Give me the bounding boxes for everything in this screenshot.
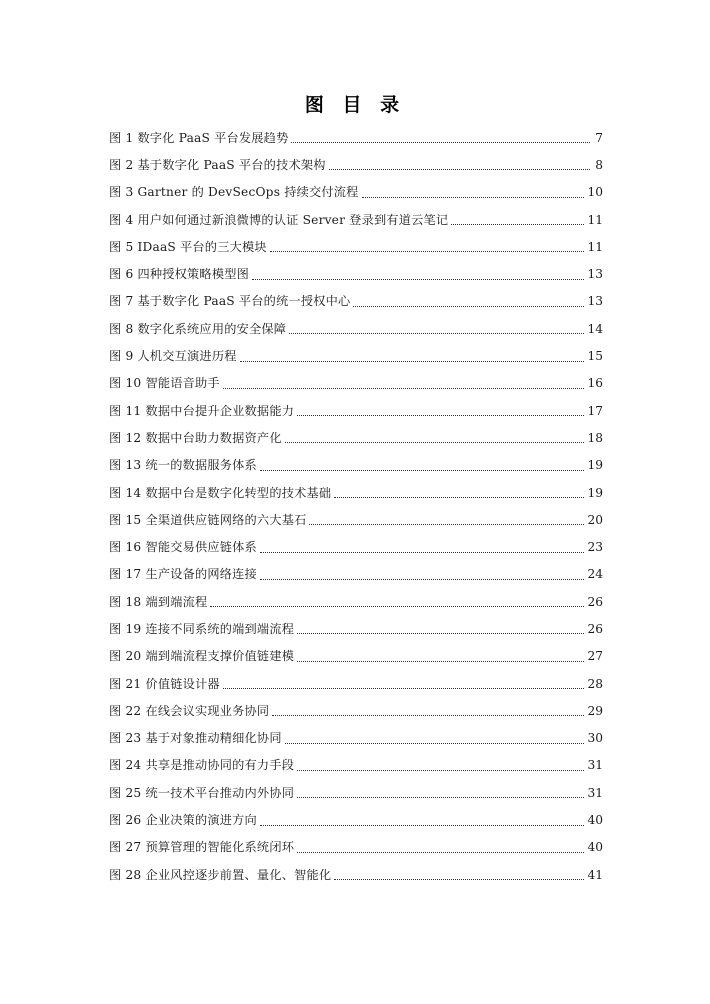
toc-entry[interactable]: [109, 179, 603, 206]
toc-entry-label: 图 25 统一技术平台推动内外协同: [109, 785, 295, 800]
toc-entry-label: 图 3 Gartner 的 DevSecOps 持续交付流程: [109, 185, 359, 200]
dot-leader: [289, 332, 584, 334]
toc-entry-page: 31: [587, 758, 603, 773]
toc-entry-label: 图 6 四种授权策略模型图: [109, 267, 249, 282]
toc-entry-page: 17: [587, 403, 603, 418]
dot-leader: [362, 196, 585, 198]
dot-leader: [260, 824, 585, 826]
toc-entry-label: 图 14 数据中台是数字化转型的技术基础: [109, 485, 332, 500]
dot-leader: [334, 878, 584, 880]
toc-entry-page: 31: [587, 785, 603, 800]
toc-entry[interactable]: [109, 725, 603, 752]
toc-entry-page: 14: [587, 321, 603, 336]
dot-leader: [297, 769, 584, 771]
page-title: 图 目 录: [304, 94, 406, 116]
toc-entry-label: 图 18 端到端流程: [109, 594, 208, 609]
toc-entry-label: 图 12 数据中台助力数据资产化: [109, 430, 282, 445]
toc-entry-page: 16: [587, 376, 603, 391]
toc-entry-page: 7: [595, 130, 603, 145]
toc-entry[interactable]: [109, 342, 603, 369]
toc-entry-label: 图 24 共享是推动协同的有力手段: [109, 758, 295, 773]
toc-entry[interactable]: [109, 370, 603, 397]
dot-leader: [297, 796, 584, 798]
toc-entry[interactable]: [109, 697, 603, 724]
toc-entry-label: 图 7 基于数字化 PaaS 平台的统一授权中心: [109, 294, 351, 309]
dot-leader: [285, 742, 585, 744]
toc-entry-label: 图 15 全渠道供应链网络的六大基石: [109, 512, 307, 527]
dot-leader: [240, 360, 585, 362]
toc-entry[interactable]: [109, 588, 603, 615]
toc-entry[interactable]: [109, 260, 603, 287]
toc-entry[interactable]: [109, 533, 603, 560]
toc-entry-page: 19: [587, 485, 603, 500]
toc-entry[interactable]: [109, 670, 603, 697]
dot-leader: [223, 687, 585, 689]
dot-leader: [270, 250, 585, 252]
toc-entry-page: 30: [587, 731, 603, 746]
toc-entry[interactable]: [109, 206, 603, 233]
toc-entry[interactable]: [109, 861, 603, 888]
toc-entry[interactable]: [109, 315, 603, 342]
toc-entry[interactable]: [109, 151, 603, 178]
toc-entry-page: 28: [587, 676, 603, 691]
dot-leader: [297, 414, 584, 416]
dot-leader: [334, 496, 584, 498]
toc-entry-page: 11: [587, 212, 603, 227]
toc-entry-label: 图 26 企业决策的演进方向: [109, 813, 257, 828]
toc-entry-label: 图 27 预算管理的智能化系统闭环: [109, 840, 295, 855]
dot-leader: [210, 605, 584, 607]
figure-list: [109, 124, 603, 888]
toc-entry[interactable]: [109, 561, 603, 588]
toc-entry-page: 13: [587, 294, 603, 309]
dot-leader: [309, 523, 584, 525]
toc-entry-page: 19: [587, 458, 603, 473]
toc-entry[interactable]: [109, 643, 603, 670]
dot-leader: [451, 223, 584, 225]
toc-entry-page: 29: [587, 703, 603, 718]
toc-entry-label: 图 9 人机交互演进历程: [109, 349, 237, 364]
toc-entry-label: 图 5 IDaaS 平台的三大模块: [109, 239, 267, 254]
dot-leader: [291, 141, 590, 143]
toc-entry-label: 图 11 数据中台提升企业数据能力: [109, 403, 295, 418]
toc-entry-page: 40: [587, 813, 603, 828]
toc-entry-label: 图 10 智能语音助手: [109, 376, 220, 391]
toc-entry[interactable]: [109, 506, 603, 533]
dot-leader: [260, 578, 585, 580]
toc-entry-page: 15: [587, 349, 603, 364]
toc-entry[interactable]: [109, 479, 603, 506]
toc-entry-label: 图 16 智能交易供应链体系: [109, 540, 257, 555]
toc-entry-label: 图 20 端到端流程支撑价值链建模: [109, 649, 295, 664]
dot-leader: [285, 441, 585, 443]
toc-entry[interactable]: [109, 779, 603, 806]
toc-entry[interactable]: [109, 233, 603, 260]
dot-leader: [353, 305, 584, 307]
toc-entry[interactable]: [109, 124, 603, 151]
toc-entry[interactable]: [109, 806, 603, 833]
toc-entry-label: 图 17 生产设备的网络连接: [109, 567, 257, 582]
dot-leader: [297, 632, 584, 634]
toc-entry[interactable]: [109, 397, 603, 424]
toc-entry-label: 图 13 统一的数据服务体系: [109, 458, 257, 473]
toc-entry-page: 10: [587, 185, 603, 200]
toc-entry-label: 图 23 基于对象推动精细化协同: [109, 731, 282, 746]
dot-leader: [297, 851, 584, 853]
toc-entry[interactable]: [109, 834, 603, 861]
toc-entry-page: 26: [587, 621, 603, 636]
toc-entry[interactable]: [109, 752, 603, 779]
toc-entry-label: 图 19 连接不同系统的端到端流程: [109, 621, 295, 636]
toc-entry-page: 40: [587, 840, 603, 855]
toc-entry-page: 20: [587, 512, 603, 527]
toc-entry-page: 27: [587, 649, 603, 664]
toc-entry-label: 图 28 企业风控逐步前置、量化、智能化: [109, 867, 332, 882]
toc-entry[interactable]: [109, 424, 603, 451]
toc-entry-label: 图 8 数字化系统应用的安全保障: [109, 321, 287, 336]
dot-leader: [260, 469, 585, 471]
dot-leader: [329, 168, 590, 170]
toc-entry[interactable]: [109, 615, 603, 642]
toc-entry-label: 图 21 价值链设计器: [109, 676, 220, 691]
dot-leader: [272, 714, 584, 716]
toc-entry-page: 26: [587, 594, 603, 609]
dot-leader: [297, 660, 584, 662]
toc-entry-page: 11: [587, 239, 603, 254]
dot-leader: [260, 551, 585, 553]
toc-entry-label: 图 2 基于数字化 PaaS 平台的技术架构: [109, 157, 326, 172]
toc-entry-label: 图 4 用户如何通过新浪微博的认证 Server 登录到有道云笔记: [109, 212, 449, 227]
toc-entry-label: 图 22 在线会议实现业务协同: [109, 703, 270, 718]
dot-leader: [252, 278, 585, 280]
toc-entry-page: 8: [595, 157, 603, 172]
toc-entry[interactable]: [109, 288, 603, 315]
toc-entry-page: 18: [587, 430, 603, 445]
toc-entry[interactable]: [109, 452, 603, 479]
toc-entry-page: 24: [587, 567, 603, 582]
toc-entry-page: 13: [587, 267, 603, 282]
toc-entry-page: 41: [587, 867, 603, 882]
toc-entry-label: 图 1 数字化 PaaS 平台发展趋势: [109, 130, 289, 145]
dot-leader: [223, 387, 585, 389]
toc-entry-page: 23: [587, 540, 603, 555]
